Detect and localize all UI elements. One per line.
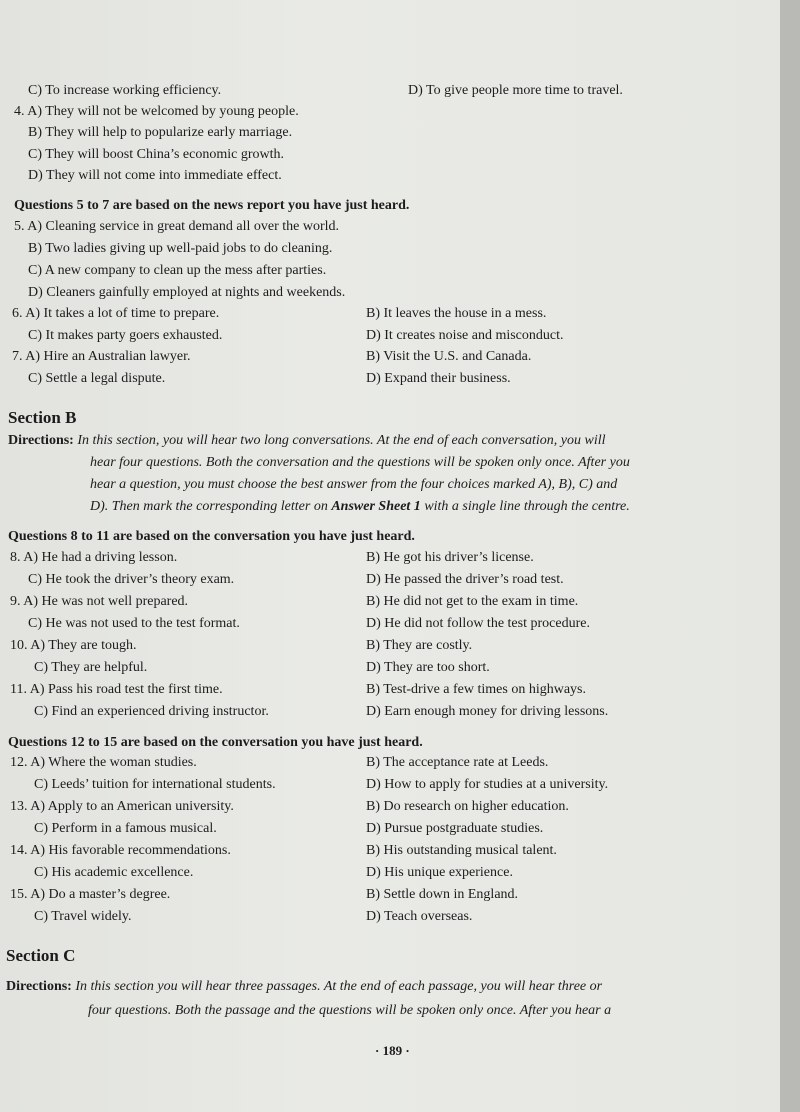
q5-option-b: B) Two ladies giving up well-paid jobs to do cleaning. xyxy=(28,241,333,256)
section-c-directions-line1: In this section you will hear three passages. At the end of each passage, you will hear three or xyxy=(75,979,603,994)
q14-option-a: 14. A) His favorable recommendations. xyxy=(10,843,231,858)
page-number: · 189 · xyxy=(375,1043,410,1058)
q11-option-b: B) Test-drive a few times on highways. xyxy=(366,682,586,697)
section-b-directions-line2: hear four questions. Both the conversation and the questions will be spoken only once. After you xyxy=(90,455,630,470)
group-heading-12-15: Questions 12 to 15 are based on the conversation you have just heard. xyxy=(8,735,423,750)
q5-option-c: C) A new company to clean up the mess after parties. xyxy=(28,263,327,278)
q4-option-a: 4. A) They will not be welcomed by young people. xyxy=(14,104,299,119)
q11-option-a: 11. A) Pass his road test the first time. xyxy=(10,682,223,697)
q7-option-a: 7. A) Hire an Australian lawyer. xyxy=(12,349,191,364)
q10-option-c: C) They are helpful. xyxy=(34,660,148,675)
q12-option-a: 12. A) Where the woman studies. xyxy=(10,755,197,770)
q12-option-b: B) The acceptance rate at Leeds. xyxy=(366,755,549,770)
section-b-directions-line3: hear a question, you must choose the best answer from the four choices marked A), B), C) and xyxy=(90,477,618,492)
group-heading-5-7: Questions 5 to 7 are based on the news report you have just heard. xyxy=(14,198,410,213)
q12-option-c: C) Leeds’ tuition for international students. xyxy=(34,777,276,792)
q6-option-c: C) It makes party goers exhausted. xyxy=(28,328,223,343)
section-b-directions-line4a: D). Then mark the corresponding letter on xyxy=(90,499,332,514)
section-c-title: Section C xyxy=(6,946,76,965)
q9-option-a: 9. A) He was not well prepared. xyxy=(10,594,189,609)
q8-option-c: C) He took the driver’s theory exam. xyxy=(28,572,235,587)
q11-option-d: D) Earn enough money for driving lessons. xyxy=(366,704,609,719)
q7-option-b: B) Visit the U.S. and Canada. xyxy=(366,349,532,364)
q10-option-b: B) They are costly. xyxy=(366,638,473,653)
q5-option-d: D) Cleaners gainfully employed at nights and weekends. xyxy=(28,285,346,300)
q13-option-a: 13. A) Apply to an American university. xyxy=(10,799,234,814)
q3-option-d: D) To give people more time to travel. xyxy=(408,83,623,98)
q6-option-b: B) It leaves the house in a mess. xyxy=(366,306,547,321)
q8-option-d: D) He passed the driver’s road test. xyxy=(366,572,564,587)
q15-option-b: B) Settle down in England. xyxy=(366,887,519,902)
q14-option-c: C) His academic excellence. xyxy=(34,865,194,880)
q4-option-c: C) They will boost China’s economic growth. xyxy=(28,147,284,162)
q15-option-c: C) Travel widely. xyxy=(34,909,132,924)
q13-option-d: D) Pursue postgraduate studies. xyxy=(366,821,544,836)
q12-option-d: D) How to apply for studies at a university. xyxy=(366,777,609,792)
section-b-directions xyxy=(8,430,708,518)
q9-option-c: C) He was not used to the test format. xyxy=(28,616,240,631)
q11-option-c: C) Find an experienced driving instructor. xyxy=(34,704,269,719)
group-heading-8-11: Questions 8 to 11 are based on the conversation you have just heard. xyxy=(8,529,415,544)
q5-option-a: 5. A) Cleaning service in great demand all over the world. xyxy=(14,219,340,234)
q6-option-a: 6. A) It takes a lot of time to prepare. xyxy=(12,306,220,321)
page-edge-shadow xyxy=(780,0,800,1112)
q13-option-c: C) Perform in a famous musical. xyxy=(34,821,217,836)
answer-sheet-ref: Answer Sheet 1 xyxy=(331,499,421,514)
q15-option-a: 15. A) Do a master’s degree. xyxy=(10,887,171,902)
q7-option-d: D) Expand their business. xyxy=(366,371,511,386)
q3-option-c: C) To increase working efficiency. xyxy=(28,83,222,98)
q8-option-b: B) He got his driver’s license. xyxy=(366,550,534,565)
section-b-title: Section B xyxy=(8,408,77,427)
section-c-directions xyxy=(6,976,706,1022)
q9-option-b: B) He did not get to the exam in time. xyxy=(366,594,579,609)
q8-option-a: 8. A) He had a driving lesson. xyxy=(10,550,178,565)
q15-option-d: D) Teach overseas. xyxy=(366,909,473,924)
section-b-directions-line1: In this section, you will hear two long conversations. At the end of each conversation, you will xyxy=(77,433,606,448)
q4-option-d: D) They will not come into immediate effect. xyxy=(28,168,282,183)
q14-option-b: B) His outstanding musical talent. xyxy=(366,843,557,858)
q4-option-b: B) They will help to popularize early marriage. xyxy=(28,125,293,140)
q10-option-d: D) They are too short. xyxy=(366,660,490,675)
section-c-directions-line2: four questions. Both the passage and the questions will be spoken only once. After you hear a xyxy=(88,1003,612,1018)
q14-option-d: D) His unique experience. xyxy=(366,865,513,880)
q7-option-c: C) Settle a legal dispute. xyxy=(28,371,166,386)
section-b-directions-label: Directions: xyxy=(8,433,74,448)
q6-option-d: D) It creates noise and misconduct. xyxy=(366,328,564,343)
q13-option-b: B) Do research on higher education. xyxy=(366,799,569,814)
section-b-directions-line4c: with a single line through the centre. xyxy=(420,499,630,514)
q10-option-a: 10. A) They are tough. xyxy=(10,638,137,653)
section-c-directions-label: Directions: xyxy=(6,979,72,994)
q9-option-d: D) He did not follow the test procedure. xyxy=(366,616,590,631)
